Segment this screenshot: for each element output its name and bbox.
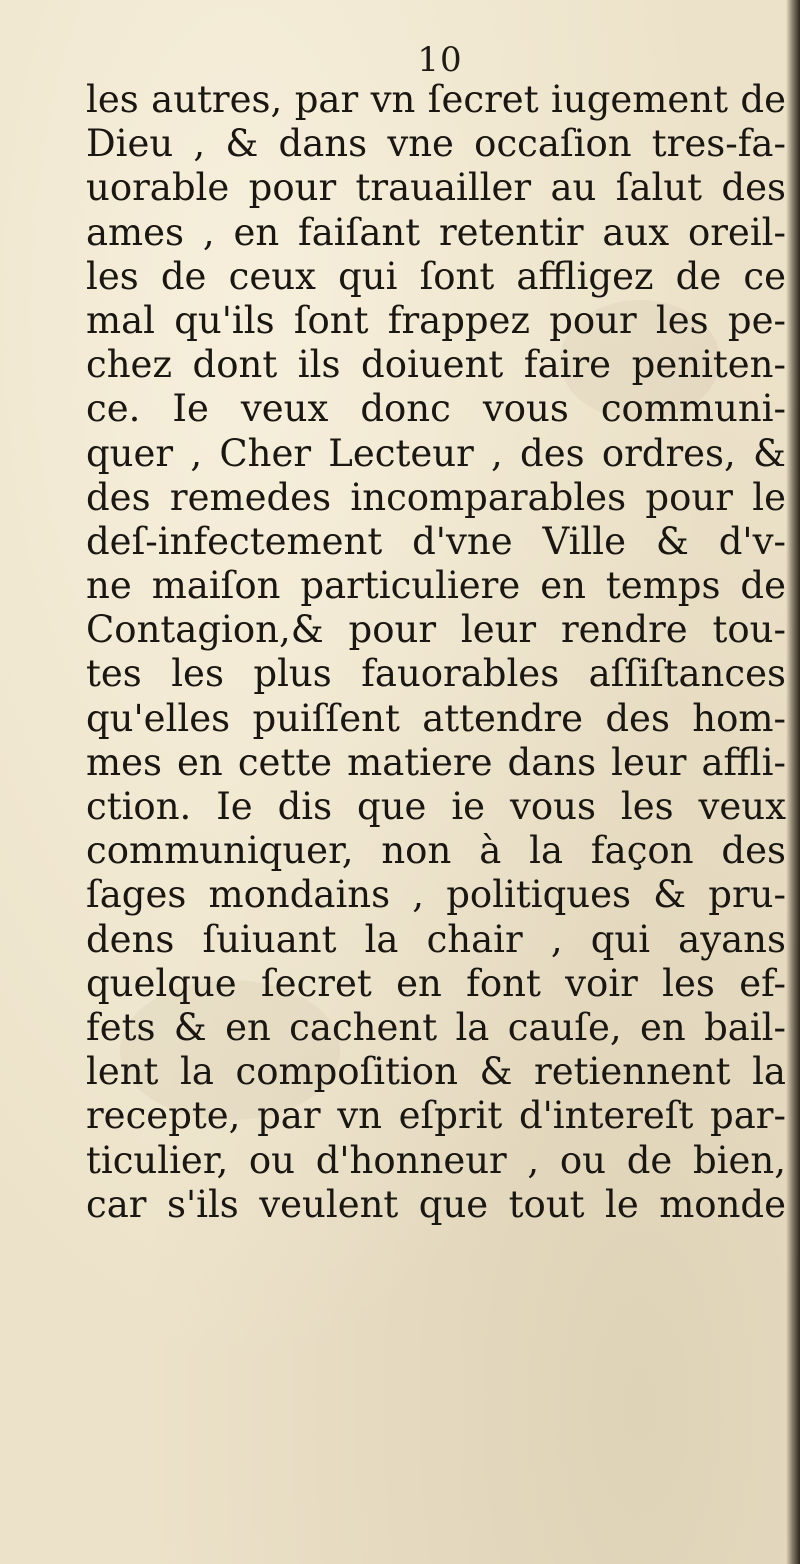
text-line: uorable pour trauailler au ſalut des xyxy=(86,166,786,210)
text-line: ticulier, ou d'honneur , ou de bien, xyxy=(86,1138,786,1182)
text-line: quelque ſecret en font voir les ef- xyxy=(86,961,786,1005)
text-line: ce. Ie veux donc vous communi- xyxy=(86,387,786,431)
text-line: deſ-infectement d'vne Ville & d'v- xyxy=(86,519,786,563)
text-line: communiquer, non à la façon des xyxy=(86,829,786,873)
text-line: recepte, par vn eſprit d'intereſt par- xyxy=(86,1094,786,1138)
page-number: 10 xyxy=(417,40,463,80)
page-edge-shadow xyxy=(786,0,800,1564)
body-text xyxy=(86,78,786,1227)
text-line: dens ſuiuant la chair , qui ayans xyxy=(86,917,786,961)
text-line: des remedes incomparables pour le xyxy=(86,475,786,519)
text-line: mal qu'ils ſont frappez pour les pe- xyxy=(86,298,786,342)
text-line: ames , en faiſant retentir aux oreil- xyxy=(86,210,786,254)
text-line: fets & en cachent la cauſe, en bail- xyxy=(86,1005,786,1049)
text-line: chez dont ils doiuent faire peniten- xyxy=(86,343,786,387)
text-line: ction. Ie dis que ie vous les veux xyxy=(86,785,786,828)
text-line: lent la compoſition & retiennent la xyxy=(86,1050,786,1094)
text-line: tes les plus fauorables aſſiſtances xyxy=(86,652,786,696)
text-line: Dieu , & dans vne occaſion tres-fa- xyxy=(86,122,786,166)
text-line: Contagion,& pour leur rendre tou- xyxy=(86,608,786,652)
text-line: ne maiſon particuliere en temps de xyxy=(86,564,786,608)
text-line: mes en cette matiere dans leur affli- xyxy=(86,740,786,784)
text-line: les de ceux qui ſont affligez de ce xyxy=(86,254,786,298)
text-line: les autres, par vn ſecret iugement de xyxy=(86,78,786,121)
text-line: ſages mondains , politiques & pru- xyxy=(86,873,786,917)
text-line: quer , Cher Lecteur , des ordres, & xyxy=(86,431,786,475)
text-line: car s'ils veulent que tout le monde xyxy=(86,1182,786,1226)
text-line: qu'elles puiſſent attendre des hom- xyxy=(86,696,786,740)
